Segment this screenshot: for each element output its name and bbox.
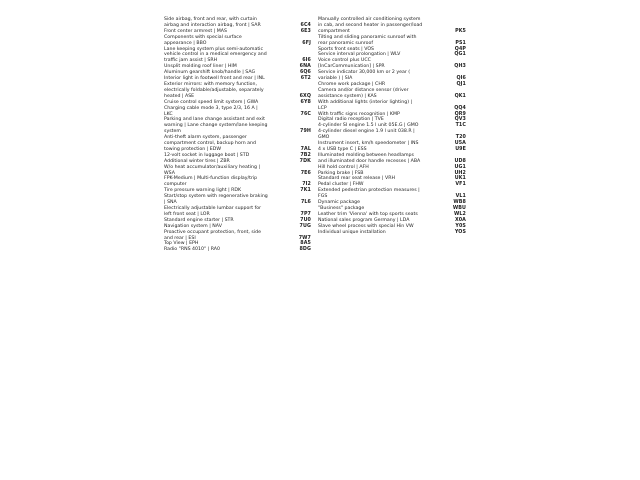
equipment-description-line: Standard engine starter | STR <box>164 217 234 223</box>
equipment-description-line: heated | ASE <box>164 93 195 99</box>
equipment-code: UG1 <box>454 164 466 170</box>
equipment-code: YOS <box>454 229 466 235</box>
equipment-description-line: Top View | EPH <box>164 241 199 247</box>
equipment-description-line: Cruise control speed limit system | GWA <box>164 99 259 105</box>
equipment-description-line: Pedal cluster | FHW <box>318 182 364 188</box>
equipment-description-line: Lane keeping system plus semi-automatic <box>164 46 264 52</box>
equipment-description-line: Service indicator 30,000 km or 2 year ( <box>318 70 411 76</box>
equipment-code: VL1 <box>455 194 466 200</box>
equipment-description-line: Proactive occupant protection, front, side <box>164 229 261 235</box>
equipment-entry <box>318 35 466 47</box>
equipment-code: 6T2 <box>300 76 311 82</box>
equipment-code: 7I2 <box>302 182 311 188</box>
equipment-code: 7E6 <box>300 170 311 176</box>
equipment-description-line: variable ) | SIA <box>318 76 353 82</box>
equipment-code: 7L6 <box>300 200 311 206</box>
equipment-code: 7DK <box>299 158 311 164</box>
equipment-list-right <box>318 17 466 236</box>
equipment-code: 8DG <box>299 247 311 253</box>
equipment-description-line: computer <box>164 182 187 188</box>
equipment-entry <box>318 153 466 165</box>
equipment-description-line: 4-cylinder SI engine 1.5 l unit 05E.G | GMO <box>318 123 419 129</box>
equipment-description-line: traffic jam assist | SRH <box>164 58 218 64</box>
equipment-code: PK5 <box>455 28 466 34</box>
equipment-code: 6NA <box>299 64 311 70</box>
equipment-description-line: compartment control, backup horn and <box>164 141 256 147</box>
equipment-entry <box>318 100 466 112</box>
equipment-code: WBU <box>452 206 466 211</box>
equipment-code: QJ1 <box>456 81 466 87</box>
equipment-description-line: 4 x USB type C | ESS <box>318 146 367 152</box>
equipment-code: WL2 <box>454 211 466 217</box>
equipment-description-line: National sales program Germany | LDA <box>318 217 410 223</box>
equipment-description-line: Leather trim 'Vienna' with top sports seats <box>318 211 418 217</box>
equipment-description-line: Dynamic package <box>318 200 360 206</box>
equipment-description-line: system <box>164 129 181 135</box>
equipment-code: PS1 <box>455 40 466 46</box>
equipment-list-left <box>164 17 311 253</box>
equipment-description-line: W/o heat accumulator/auxiliary heating | <box>164 164 261 170</box>
equipment-description-line: Digital radio reception | TVE <box>318 117 384 123</box>
equipment-code: 6I6 <box>302 58 311 64</box>
equipment-code: 7K1 <box>300 188 311 194</box>
equipment-code: 6FJ <box>302 40 311 46</box>
equipment-entry <box>164 230 311 242</box>
equipment-description-line: Navigation system | NAV <box>164 223 222 229</box>
equipment-description-line: WSA <box>164 170 175 176</box>
equipment-code: 6Y8 <box>300 99 311 105</box>
equipment-entry <box>164 194 311 206</box>
equipment-code: QR9 <box>454 111 466 117</box>
equipment-code: QQ4 <box>454 105 466 111</box>
equipment-entry <box>164 47 311 65</box>
equipment-description-line: towing protection | EDW <box>164 146 221 152</box>
equipment-code: 7U0 <box>300 217 311 223</box>
equipment-code: Y0S <box>455 223 466 229</box>
equipment-description-line: LKC <box>164 111 173 117</box>
equipment-description-line: | SNA <box>164 200 177 206</box>
equipment-description-line: in cab, and second heater in passenger/load <box>318 22 423 28</box>
equipment-description-line: warning | Lane change system/lane keeping <box>164 123 268 129</box>
equipment-description-line: Additional winter tires | ZBR <box>164 158 230 164</box>
equipment-description-line: FGS <box>318 194 328 200</box>
equipment-description-line: vehicle control in a medical emergency and <box>164 52 267 58</box>
equipment-description-line: Exterior mirrors: with memory function, <box>164 81 257 87</box>
equipment-code: UH2 <box>454 170 466 176</box>
equipment-code: X0A <box>454 217 466 223</box>
equipment-description-line: Illuminated molding between headlamps <box>318 152 414 158</box>
equipment-code: 7P7 <box>300 211 311 217</box>
equipment-description-line: and illuminated door handle recesses | ABA <box>318 158 421 164</box>
equipment-description-line: and rear | ESI <box>164 235 196 241</box>
equipment-entry <box>318 58 466 70</box>
equipment-code: 8A5 <box>300 241 311 247</box>
equipment-code: T20 <box>455 135 466 141</box>
equipment-code: 6E3 <box>300 28 311 34</box>
equipment-code: UK1 <box>454 176 466 182</box>
equipment-description-line: Voice control plus UCC <box>318 58 371 64</box>
equipment-code: WB8 <box>453 200 466 206</box>
equipment-entry <box>164 247 311 253</box>
equipment-code: VF1 <box>455 182 466 188</box>
equipment-description-line: Anti-theft alarm system, passenger <box>164 135 247 141</box>
equipment-description-line: Extended pedestrian protection measures | <box>318 188 420 194</box>
equipment-entry <box>164 165 311 177</box>
equipment-code: QV3 <box>454 117 466 123</box>
equipment-description-line: Standard rear seat release | VRH <box>318 176 395 182</box>
equipment-description-line: With traffic signs recognition | KMP <box>318 111 400 117</box>
equipment-description-line: FPK-Medium | Multi-function display/trip <box>164 176 258 182</box>
equipment-description-line: Sports front seats | VOS <box>318 46 374 52</box>
equipment-description-line: [InCarCommunication] | SPR <box>318 64 385 70</box>
equipment-description-line: left front seat | LOR <box>164 211 210 217</box>
equipment-code: 79H <box>300 129 311 135</box>
equipment-entry <box>318 70 466 82</box>
equipment-entry <box>318 17 466 35</box>
equipment-description-line: Instrument insert, km/h speedometer | INS <box>318 141 419 147</box>
equipment-description-line: Camera and/or distance sensor (driver <box>318 87 409 93</box>
equipment-description-line: electrically foldable/adjustable, separately <box>164 87 264 93</box>
equipment-code: 7W7 <box>298 235 311 241</box>
equipment-description-line: Slave wheel process with special Hin VW <box>318 223 414 229</box>
equipment-entry <box>318 129 466 141</box>
equipment-description-line: Components with special surface <box>164 34 242 40</box>
equipment-description-line: Side airbag, front and rear, with curtain <box>164 17 257 22</box>
equipment-code: QK1 <box>454 93 466 99</box>
equipment-description-line: Radio "RNS 4010" | RA0 <box>164 247 220 253</box>
equipment-code: 7UG <box>299 223 311 229</box>
equipment-description-line: airbag and interaction airbag, front | SAR <box>164 22 261 28</box>
equipment-description-line: Service interval prolongation | WLV <box>318 52 401 58</box>
equipment-description-line: GMO <box>318 135 330 141</box>
equipment-description-line: LCP <box>318 105 327 111</box>
equipment-description-line: Parking brake | FSB <box>318 170 364 176</box>
equipment-code: 76C <box>300 111 311 117</box>
equipment-description-line: Tilting and sliding panoramic sunroof with <box>318 34 417 40</box>
equipment-description-line: Electrically adjustable lumbar support for <box>164 206 262 211</box>
equipment-description-line: assistance system) | KAS <box>318 93 377 99</box>
equipment-code: UD8 <box>454 158 466 164</box>
equipment-entry <box>164 82 311 100</box>
equipment-code: 6Q6 <box>299 70 311 76</box>
equipment-code: QH3 <box>454 64 466 70</box>
equipment-entry <box>164 35 311 47</box>
equipment-description-line: Manually controlled air conditioning system <box>318 17 421 22</box>
equipment-entry <box>318 230 466 236</box>
equipment-code: 7AL <box>300 146 311 152</box>
equipment-description-line: Aluminum gearshift knob/handle | SAG <box>164 70 256 76</box>
equipment-code: QI6 <box>456 76 466 82</box>
equipment-entry <box>164 206 311 218</box>
equipment-description-line: 12-volt socket in luggage boot | STD <box>164 152 250 158</box>
equipment-description-line: rear panoramic sunroof <box>318 40 374 46</box>
equipment-description-line: compartment <box>318 28 350 34</box>
equipment-description-line: 4-cylinder diesel engine 1.9 l unit 038.R | <box>318 129 415 135</box>
equipment-description-line: Interior light in footwell front and rear | INL <box>164 76 265 82</box>
equipment-entry <box>318 88 466 100</box>
equipment-code: 6XQ <box>299 93 311 99</box>
equipment-description-line: Unsplit molding roof liner | HIM <box>164 64 237 70</box>
equipment-entry <box>164 135 311 153</box>
equipment-code: Q4P <box>454 46 466 52</box>
equipment-entry <box>164 106 311 118</box>
equipment-description-line: Hill hold control | AFH <box>318 164 369 170</box>
equipment-description-line: Charging cable mode 3, type 2/3, 16 A | <box>164 105 258 111</box>
equipment-entry <box>318 188 466 200</box>
equipment-description-line: "Business" package <box>318 206 365 211</box>
equipment-code: 6C4 <box>300 22 311 28</box>
equipment-description-line: Parking and lane change assistant and exit <box>164 117 265 123</box>
equipment-description-line: Individual unique installation <box>318 229 386 235</box>
equipment-description-line: appearance | BBO <box>164 40 207 46</box>
equipment-entry <box>164 117 311 135</box>
equipment-description-line: With additional lights (interior lighting) | <box>318 99 413 105</box>
equipment-description-line: Front center armrest | MAS <box>164 28 227 34</box>
equipment-entry <box>164 176 311 188</box>
equipment-description-line: Tire pressure warning light | RDK <box>164 188 242 194</box>
equipment-code: U9E <box>455 146 466 152</box>
equipment-code: QG1 <box>454 52 466 58</box>
equipment-entry <box>164 17 311 29</box>
equipment-description-line: Chrome work package | CHR <box>318 81 386 87</box>
equipment-description-line: Start/stop system with regenerative braking <box>164 194 268 200</box>
equipment-code: T1C <box>455 123 466 129</box>
equipment-code: 7B2 <box>300 152 311 158</box>
equipment-code: U5A <box>454 141 466 147</box>
